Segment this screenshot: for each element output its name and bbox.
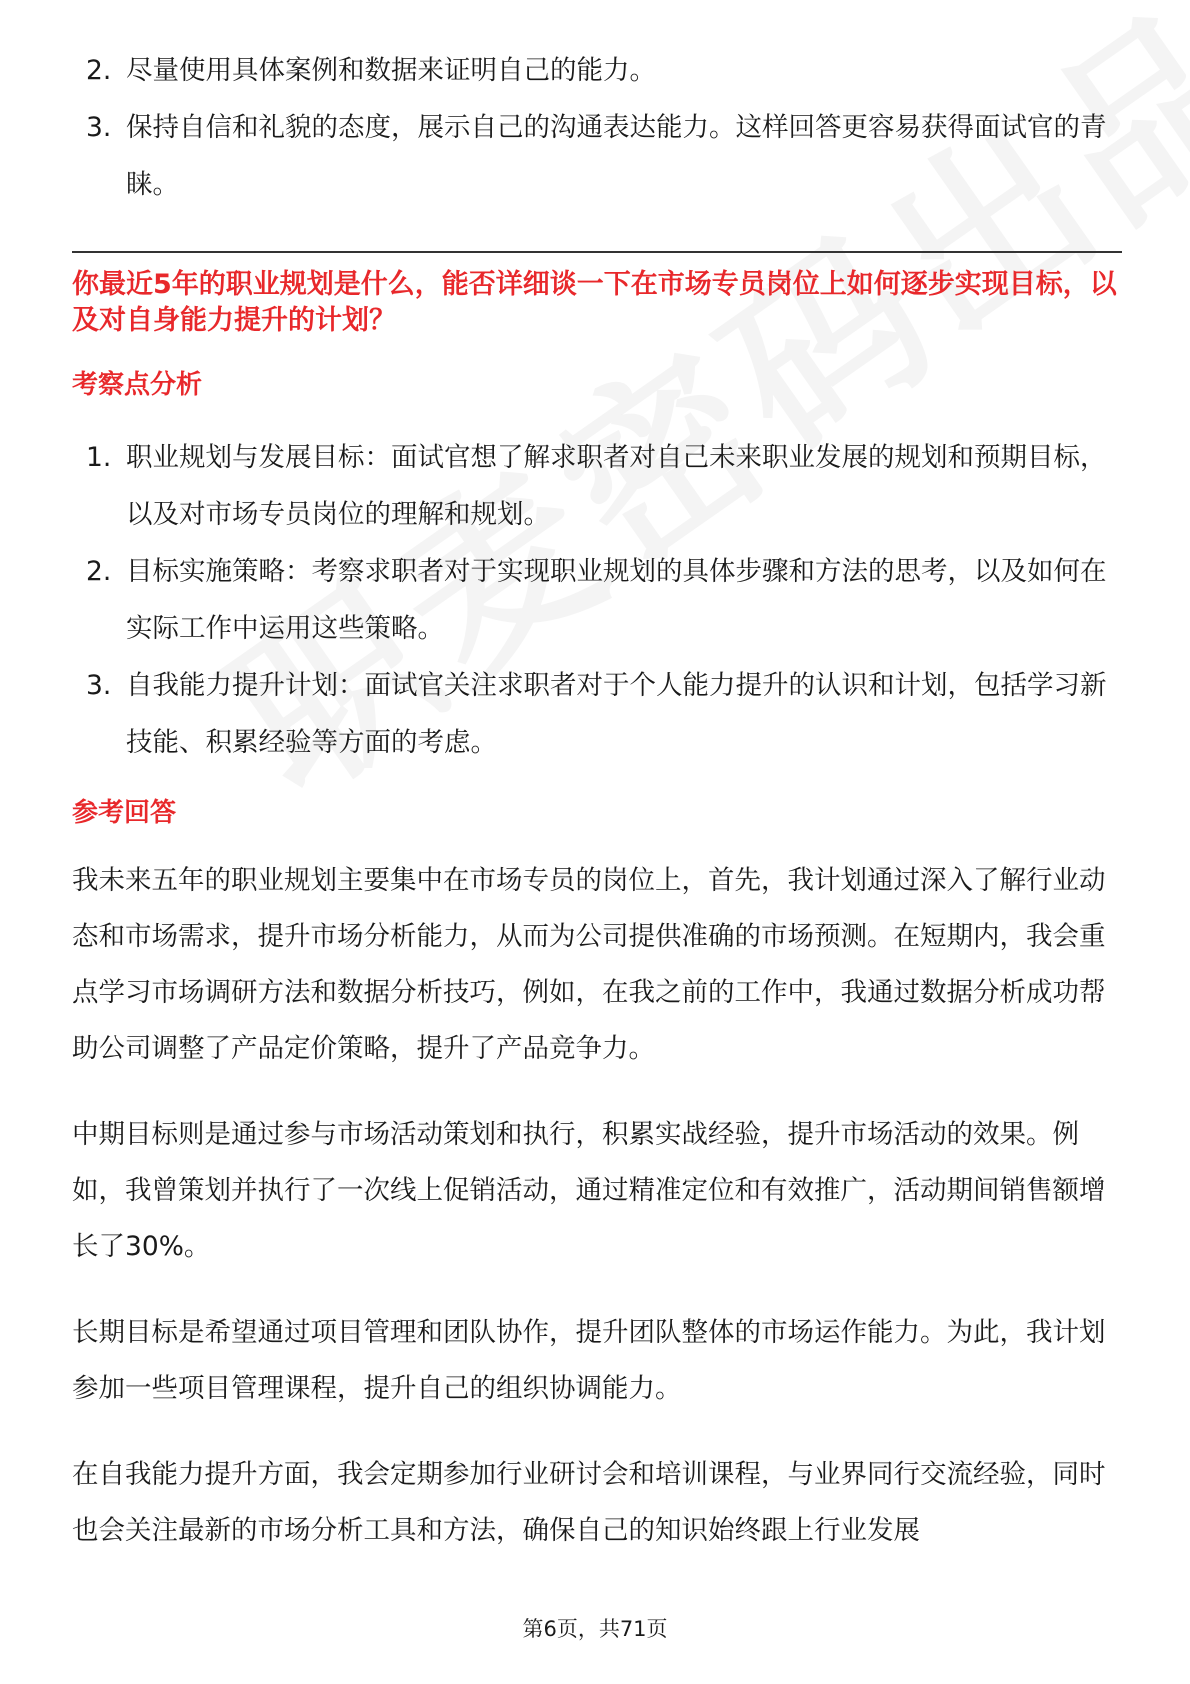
section-divider xyxy=(72,251,1122,253)
tips-list xyxy=(72,42,1122,213)
list-item-text: 目标实施策略：考察求职者对于实现职业规划的具体步骤和方法的思考，以及如何在实际工作中运用这些策略。 xyxy=(126,556,1107,644)
answer-paragraph: 中期目标则是通过参与市场活动策划和执行，积累实战经验，提升市场活动的效果。例如，我曾策划并执行了一次线上促销活动，通过精准定位和有效推广，活动期间销售额增长了30%。 xyxy=(72,1119,1106,1262)
page-content xyxy=(72,42,1122,1559)
answer-paragraph: 我未来五年的职业规划主要集中在市场专员的岗位上，首先，我计划通过深入了解行业动态和市场需求，提升市场分析能力，从而为公司提供准确的市场预测。在短期内，我会重点学习市场调研方法和数据分析技巧，例如，在我之前的工作中，我通过数据分析成功帮助公司调整了产品定价策略，提升了产品竞争力。 xyxy=(72,865,1106,1064)
interview-question: 你最近5年的职业规划是什么，能否详细谈一下在市场专员岗位上如何逐步实现目标，以及对自身能力提升的计划？ xyxy=(72,269,1117,336)
list-item-text: 职业规划与发展目标：面试官想了解求职者对自己未来职业发展的规划和预期目标，以及对市场专员岗位的理解和规划。 xyxy=(126,442,1107,530)
list-item xyxy=(72,42,1122,99)
list-item xyxy=(72,429,1122,543)
list-item-text: 自我能力提升计划：面试官关注求职者对于个人能力提升的认识和计划，包括学习新技能、积累经验等方面的考虑。 xyxy=(126,670,1107,758)
list-item-number: 2. xyxy=(86,55,112,86)
list-item-text: 保持自信和礼貌的态度，展示自己的沟通表达能力。这样回答更容易获得面试官的青睐。 xyxy=(126,112,1107,200)
analysis-list xyxy=(72,429,1122,771)
list-item-text: 尽量使用具体案例和数据来证明自己的能力。 xyxy=(126,55,656,86)
answer-paragraph: 长期目标是希望通过项目管理和团队协作，提升团队整体的市场运作能力。为此，我计划参加一些项目管理课程，提升自己的组织协调能力。 xyxy=(72,1317,1106,1404)
list-item-number: 3. xyxy=(86,670,112,701)
analysis-heading: 考察点分析 xyxy=(72,370,203,400)
list-item-number: 3. xyxy=(86,112,112,143)
list-item xyxy=(72,543,1122,657)
answer-heading: 参考回答 xyxy=(72,798,177,828)
list-item-number: 1. xyxy=(86,442,112,473)
answer-paragraph: 在自我能力提升方面，我会定期参加行业研讨会和培训课程，与业界同行交流经验，同时也会关注最新的市场分析工具和方法，确保自己的知识始终跟上行业发展 xyxy=(72,1459,1106,1546)
list-item xyxy=(72,657,1122,771)
list-item-number: 2. xyxy=(86,556,112,587)
list-item xyxy=(72,99,1122,213)
page-number-footer: 第6页，共71页 xyxy=(522,1617,668,1641)
